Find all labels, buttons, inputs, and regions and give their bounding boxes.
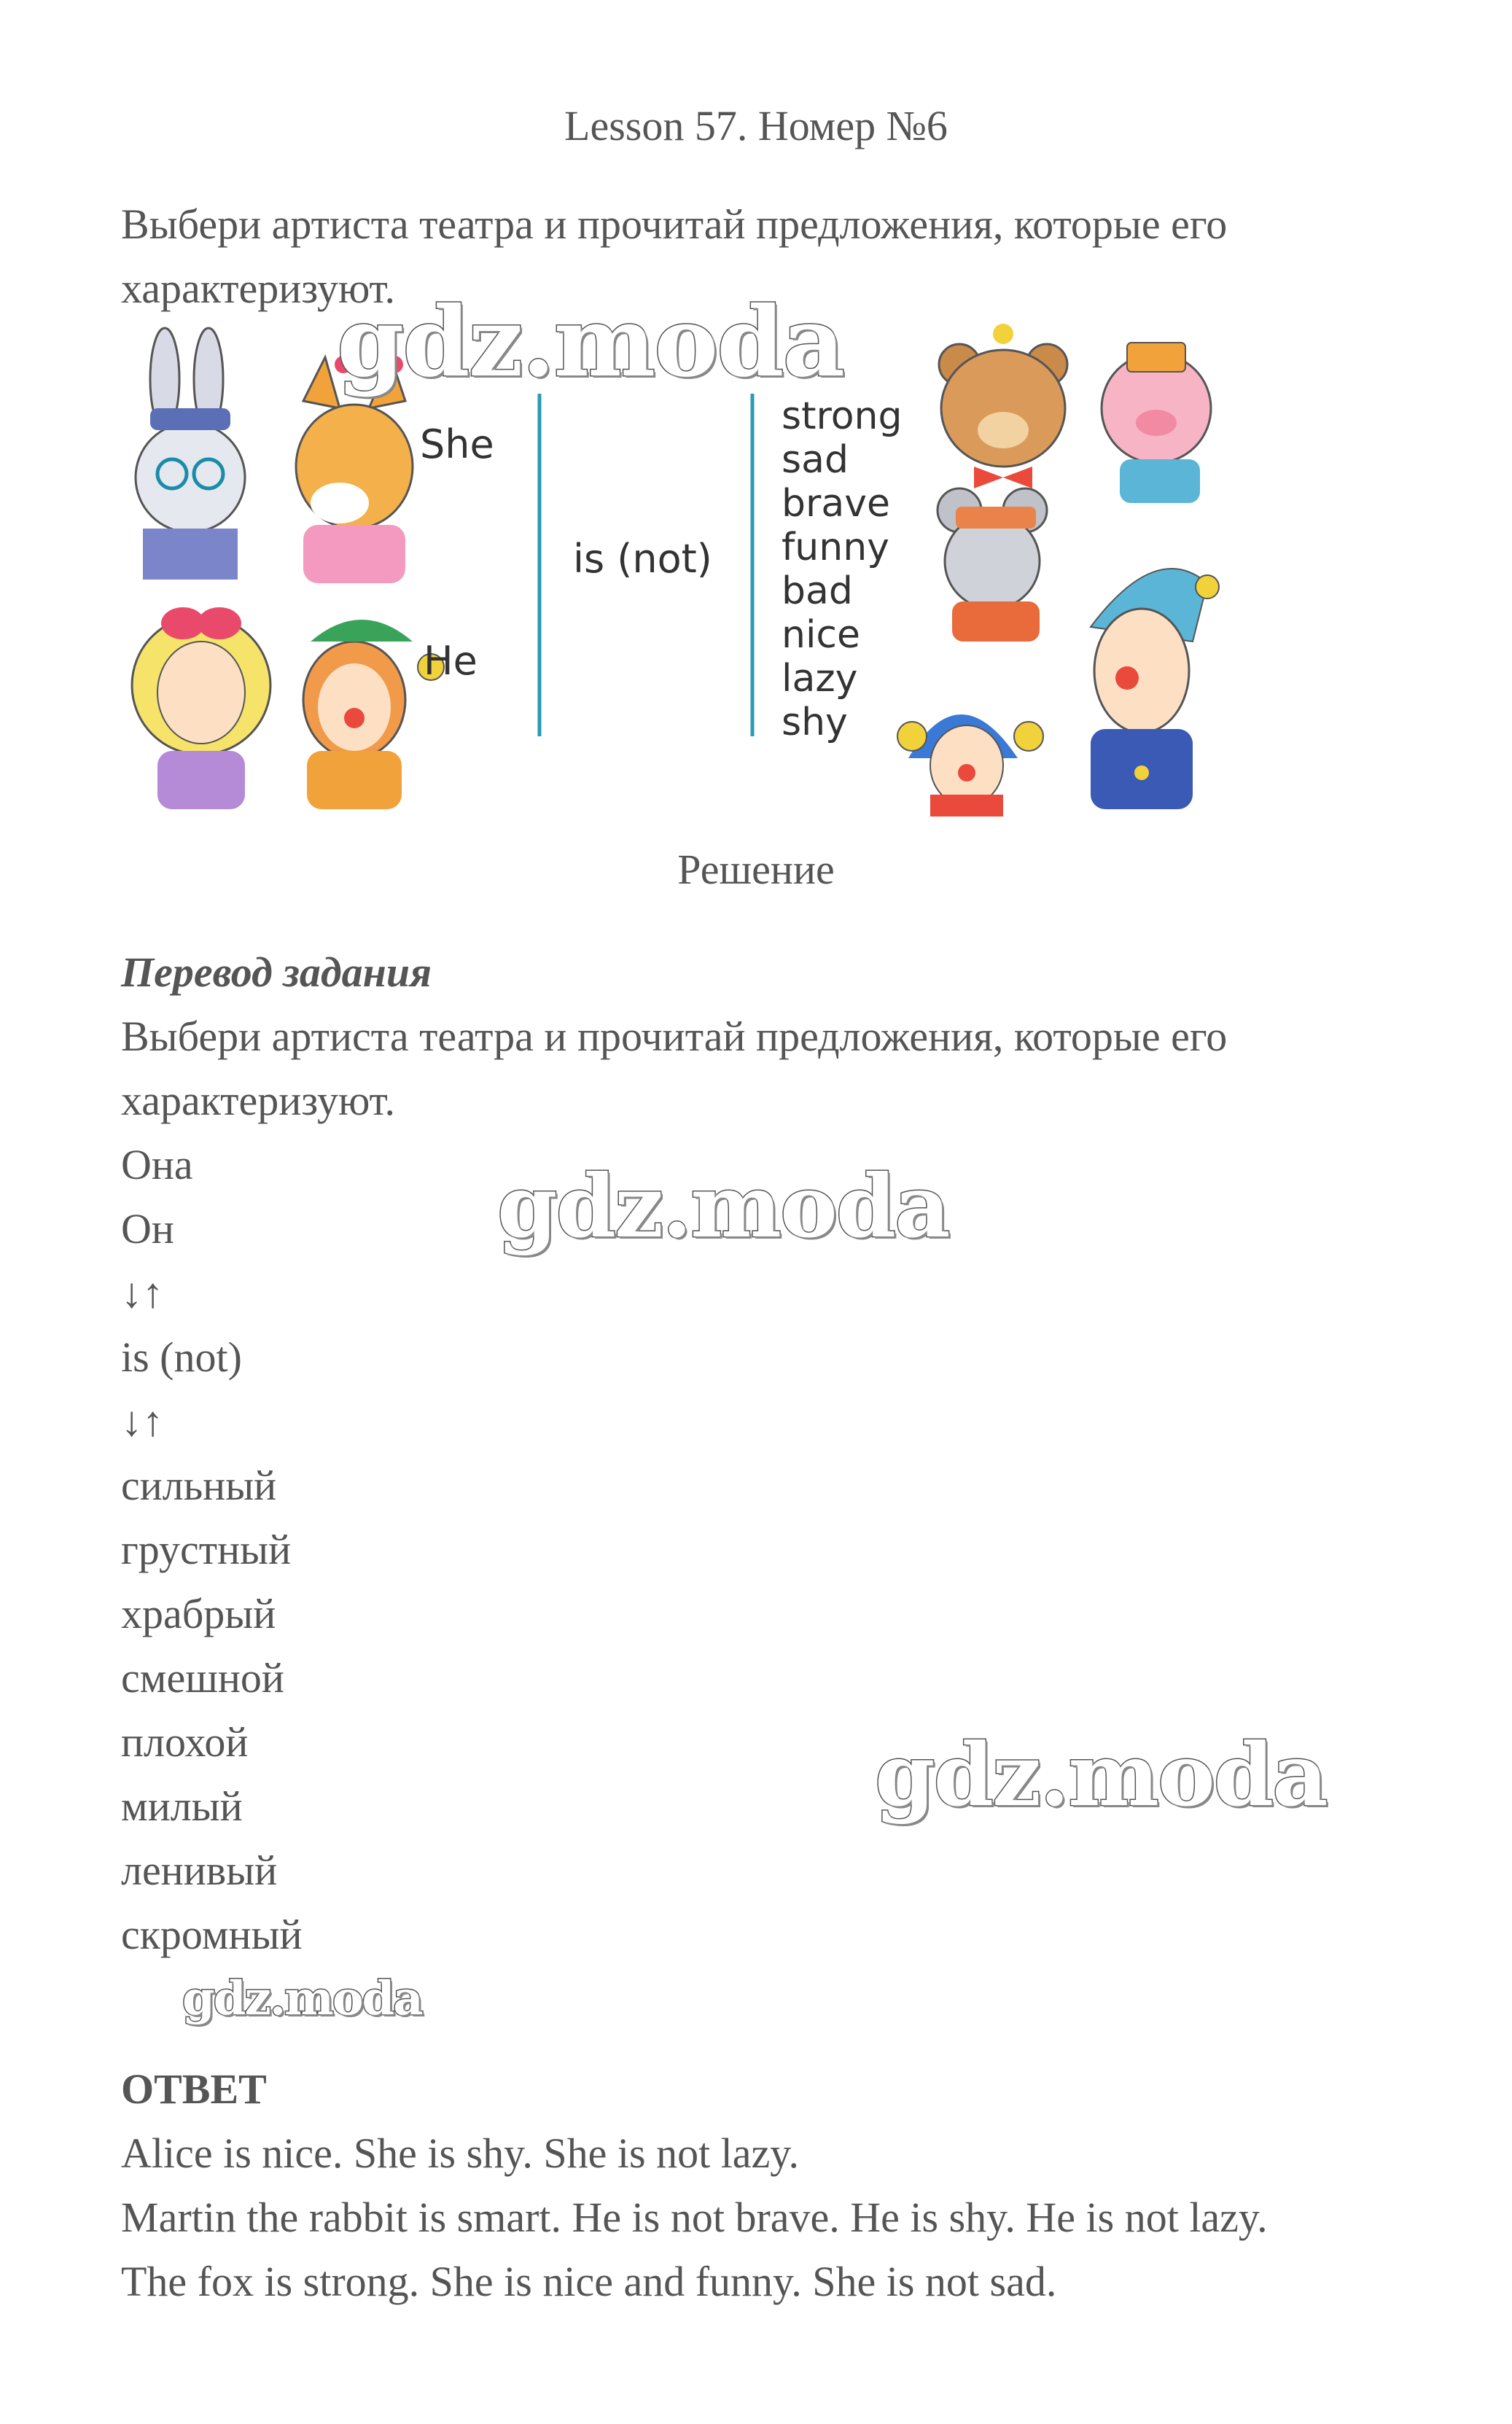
adjective: brave — [782, 482, 891, 526]
bear-character — [939, 324, 1067, 488]
arrows-line: ↓↑ — [121, 1398, 163, 1445]
translation-line: Он — [121, 1205, 174, 1252]
pig-character — [1102, 343, 1211, 503]
adjective: shy — [782, 701, 848, 744]
translation-line: ленивый — [121, 1847, 278, 1894]
girl-character — [132, 607, 270, 809]
answer-line: Alice is nice. She is shy. She is not lazy. — [121, 2129, 800, 2177]
adjective: funny — [782, 526, 889, 569]
adjective: strong — [782, 394, 903, 438]
arrows-line: ↓↑ — [121, 1269, 163, 1317]
pronoun-she: She — [420, 421, 494, 467]
adjective: lazy — [782, 657, 858, 701]
translation-line: is (not) — [121, 1333, 242, 1381]
mouse-character — [938, 488, 1047, 642]
translation-heading: Перевод задания — [121, 948, 432, 996]
watermark: gdz.moda — [875, 1724, 1327, 1825]
translation-line: храбрый — [121, 1590, 276, 1637]
watermark: gdz.moda — [497, 1156, 949, 1257]
page-title: Lesson 57. Номер №6 — [564, 102, 948, 149]
adjective: nice — [782, 613, 860, 657]
translation-line: Она — [121, 1141, 193, 1188]
answer-heading: ОТВЕТ — [121, 2065, 267, 2113]
watermark: gdz.moda — [182, 1971, 422, 2026]
task-text: Выбери артиста театра и прочитай предложения, которые его характеризуют. — [121, 200, 1228, 312]
translation-line: смешной — [121, 1654, 284, 1702]
pronoun-he: He — [424, 638, 478, 684]
rabbit-character — [136, 328, 245, 580]
answer-line: Martin the rabbit is smart. He is not brave. He is shy. He is not lazy. — [121, 2194, 1268, 2241]
translation-line: плохой — [121, 1718, 249, 1766]
translation-text: Выбери артиста театра и прочитай предложения, которые его характеризуют. — [121, 1013, 1228, 1124]
translation-line: милый — [121, 1782, 243, 1830]
watermark: gdz.moda — [337, 286, 844, 399]
answer-line: The fox is strong. She is nice and funny. She is not sad. — [121, 2258, 1057, 2305]
jester-character — [897, 714, 1043, 817]
translation-line: скромный — [121, 1911, 303, 1958]
adjective: bad — [782, 569, 853, 613]
translation-line: грустный — [121, 1526, 292, 1573]
verb-phrase: is (not) — [573, 536, 712, 582]
adjective: sad — [782, 438, 849, 482]
man-character — [1091, 569, 1219, 809]
solution-label: Решение — [677, 846, 835, 893]
translation-line: сильный — [121, 1462, 277, 1509]
